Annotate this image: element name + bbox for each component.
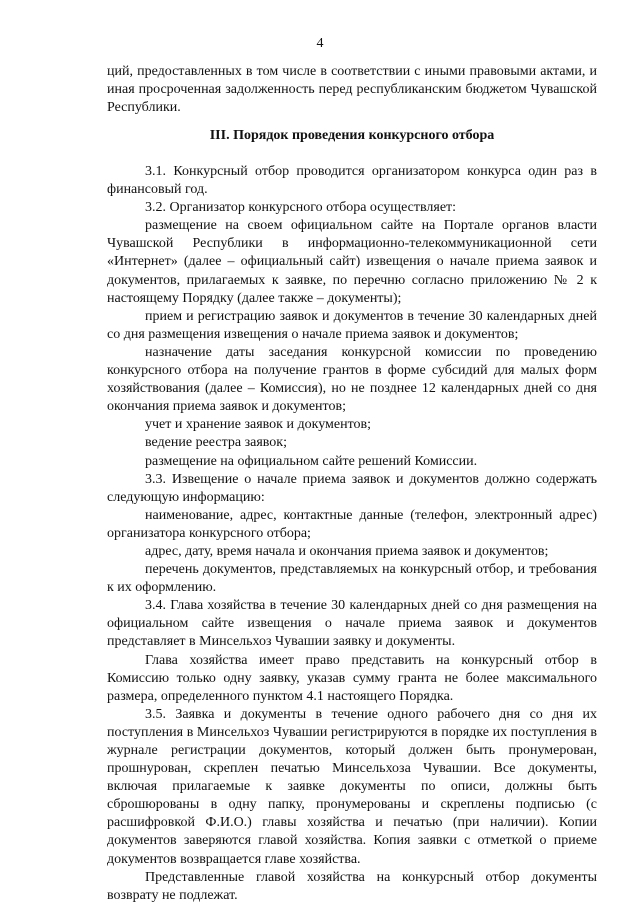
paragraph-acceptance-dates: адрес, дату, время начала и окончания приема заявок и документов;	[145, 543, 549, 559]
paragraph-3-4: 3.4. Глава хозяйства в течение 30 календарных дней со дня размещения на официальном сайте извещения о начале приема заявок и документов представляет в Минсельхоз Чувашии заявку и документы.	[107, 598, 597, 650]
paragraph-organizer-contacts: наименование, адрес, контактные данные (телефон, электронный адрес) организатора конкурсного отбора;	[107, 507, 597, 541]
paragraph-receipt-registration: прием и регистрацию заявок и документов в течение 30 календарных дней со дня размещения извещения о начале приема заявок и документов;	[107, 308, 597, 342]
section-body	[107, 163, 597, 905]
paragraph-registry: ведение реестра заявок;	[145, 435, 287, 451]
paragraph-3-1: 3.1. Конкурсный отбор проводится организатором конкурса один раз в финансовый год.	[107, 164, 597, 198]
paragraph-3-2: 3.2. Организатор конкурсного отбора осуществляет:	[145, 200, 457, 216]
paragraph-posting-decisions: размещение на официальном сайте решений Комиссии.	[145, 453, 478, 469]
paragraph-storage: учет и хранение заявок и документов;	[145, 417, 372, 433]
section-heading: III. Порядок проведения конкурсного отбора	[209, 128, 495, 143]
intro-paragraph: ций, предоставленных в том числе в соответствии с иными правовыми актами, и иная просроченная задолженность перед республиканским бюджетом Чувашской Республики.	[107, 64, 597, 116]
intro-text-block	[107, 63, 597, 117]
paragraph-posting-notice: размещение на своем официальном сайте на Портале органов власти Чувашской Республики в информационно-телекоммуникационной сети «Интернет» (далее – официальный сайт) извещения о начале приема заявок и документов, прилагаемых к заявке, по перечню согласно приложению № 2 к настоящему Порядку (далее также – документы);	[107, 218, 597, 306]
paragraph-3-3: 3.3. Извещение о начале приема заявок и документов должно содержать следующую информацию:	[107, 471, 597, 505]
paragraph-3-5: 3.5. Заявка и документы в течение одного рабочего дня со дня их поступления в Минсельхоз Чувашии регистрируются в порядке их поступления в журнале регистрации документов, который должен быть пронумерован, прошнурован, скреплен печатью Минсельхоза Чувашии. Все документы, включая прилагаемые к заявке документы по описи, должны быть сброшюрованы в одну папку, пронумерованы и скреплены подписью (с расшифровкой Ф.И.О.) главы хозяйства и печатью (при наличии). Копии документов заверяются главой хозяйства. Копия заявки с отметкой о приеме документов возвращается главе хозяйства.	[107, 706, 597, 867]
page-number: 4	[316, 36, 324, 51]
paragraph-document-list: перечень документов, представляемых на конкурсный отбор, и требования к их оформлению.	[107, 562, 597, 596]
paragraph-meeting-date: назначение даты заседания конкурсной комиссии по проведению конкурсного отбора на получение грантов в форме субсидий для малых форм хозяйствования (далее – Комиссия), но не позднее 12 календарных дней со дня окончания приема заявок и документов;	[107, 344, 597, 415]
paragraph-no-return: Представленные главой хозяйства на конкурсный отбор документы возврату не подлежат.	[107, 869, 597, 903]
paragraph-one-application: Глава хозяйства имеет право представить на конкурсный отбор в Комиссию только одну заявку, указав сумму гранта не более максимального размера, определенного пунктом 4.1 настоящего Порядка.	[107, 652, 597, 704]
